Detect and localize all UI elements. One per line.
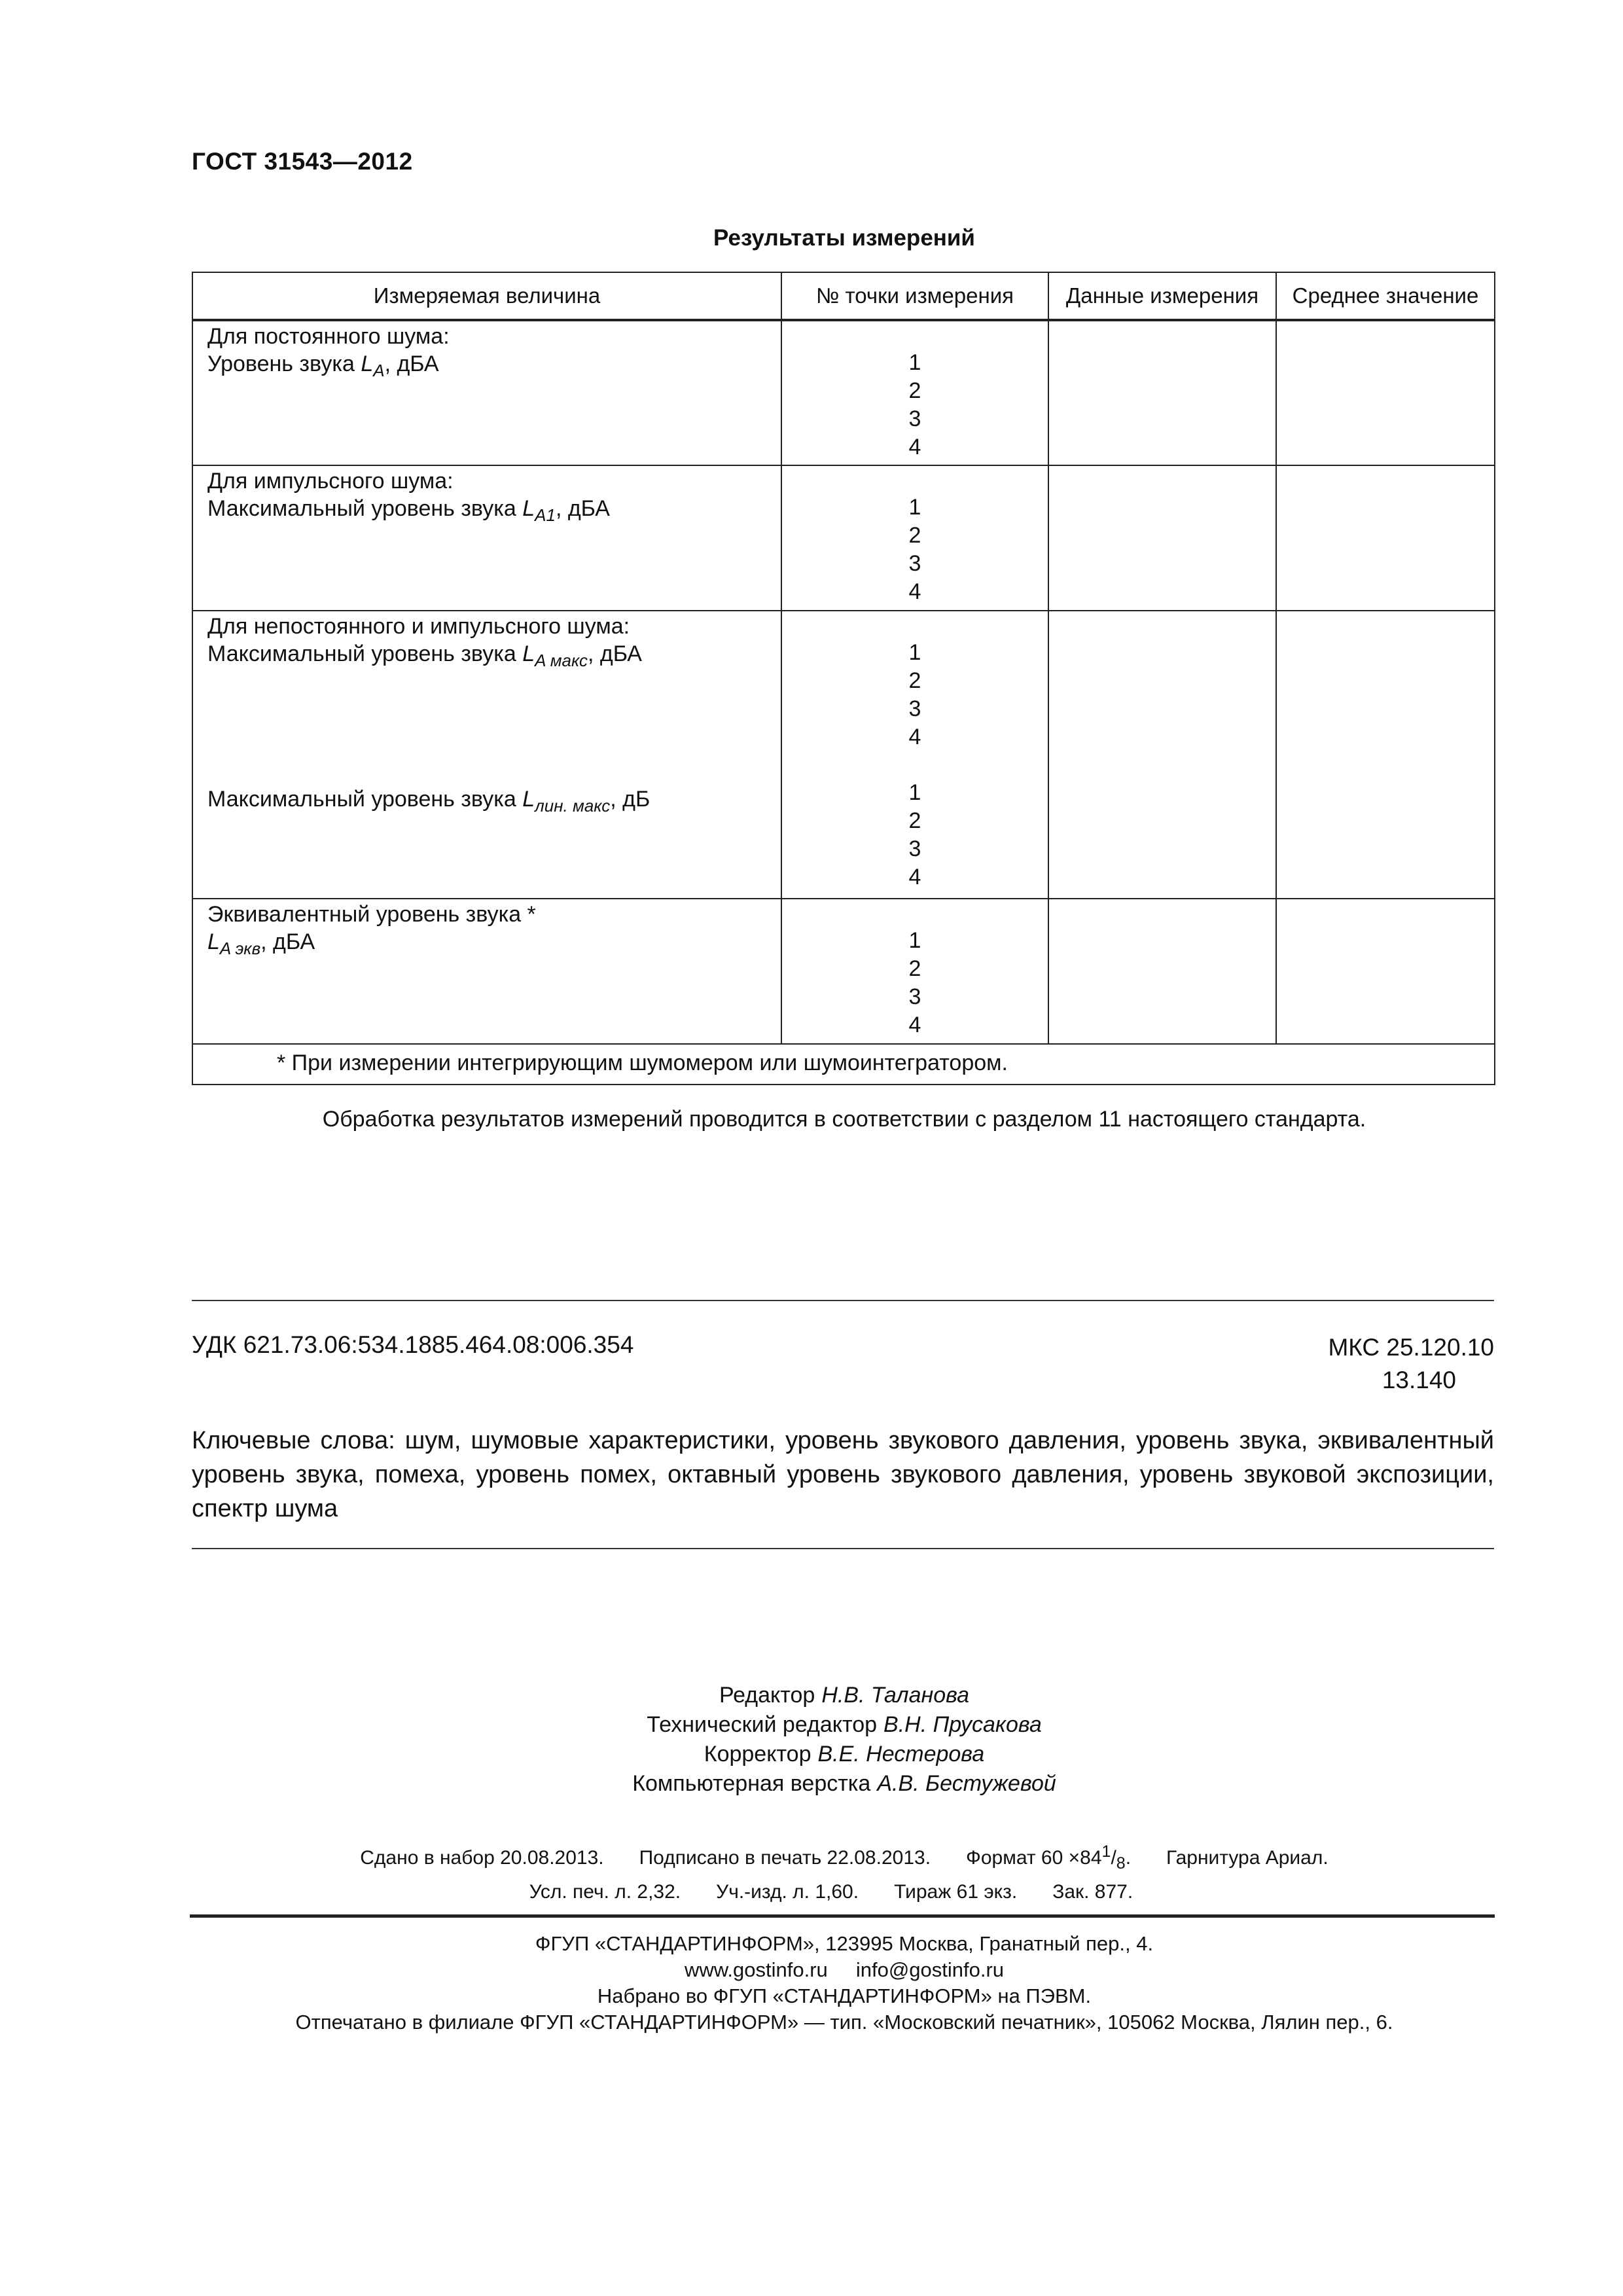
point-number: 1 — [908, 780, 921, 805]
table-title: Результаты измерений — [713, 225, 975, 251]
divider — [192, 1548, 1494, 1549]
point-number: 1 — [908, 495, 921, 520]
points-cell — [781, 611, 1048, 899]
mks-line: 13.140 — [1382, 1367, 1456, 1393]
udk-code: УДК 621.73.06:534.1885.464.08:006.354 — [192, 1331, 634, 1358]
point-number: 2 — [908, 523, 921, 548]
point-number: 1 — [908, 928, 921, 953]
publisher-line: Отпечатано в филиале ФГУП «СТАНДАРТИНФОРМ» — тип. «Московский печатник», 105062 Москва, Лялин пер., 6. — [295, 2011, 1393, 2034]
column-header-data: Данные измерения — [1048, 272, 1276, 320]
quantity-label: $L_{A экв}$, дБА — [207, 929, 315, 958]
quantity-label: Максимальный уровень звука $L_{A макс}$, дБА — [207, 641, 642, 670]
column-header-quantity: Измеряемая величина — [192, 272, 781, 320]
point-number: 1 — [908, 640, 921, 665]
quantity-label: Максимальный уровень звука $L_{A1}$, дБА — [207, 496, 610, 525]
point-number: 2 — [908, 956, 921, 981]
mks-line: МКС 25.120.10 — [1328, 1334, 1494, 1361]
point-number: 2 — [908, 668, 921, 693]
document-number: ГОСТ 31543—2012 — [192, 148, 413, 175]
quantity-label: Уровень звука $L_A$, дБА — [207, 351, 439, 380]
point-number: 4 — [908, 579, 921, 604]
group-caption: Для непостоянного и импульсного шума: — [207, 614, 630, 639]
point-number: 3 — [908, 551, 921, 576]
credit-line: Корректор В.Е. Нестерова — [704, 1742, 985, 1767]
processing-note: Обработка результатов измерений проводится в соответствии с разделом 11 настоящего стандарта. — [322, 1107, 1366, 1132]
print-info-line: Сдано в набор 20.08.2013. Подписано в печать 22.08.2013. Формат $60 \times 84^1/_8$. Гарнитура Ариал. — [360, 1842, 1329, 1873]
column-header-point: № точки измерения — [781, 272, 1048, 320]
mks-code — [1296, 1331, 1494, 1397]
average-cell — [1276, 320, 1495, 465]
results-table — [192, 272, 1495, 1085]
publisher-line: www.gostinfo.ru info@gostinfo.ru — [684, 1958, 1005, 1981]
point-number: 1 — [908, 350, 921, 375]
print-info — [0, 1838, 1623, 1906]
average-cell — [1276, 611, 1495, 899]
average-cell — [1276, 465, 1495, 611]
point-number: 3 — [908, 406, 921, 431]
group-caption: Для постоянного шума: — [207, 324, 450, 349]
group-caption: Для импульсного шума: — [207, 469, 454, 493]
quantity-cell — [192, 320, 781, 465]
footnote-row — [192, 1044, 1495, 1085]
column-header-average: Среднее значение — [1276, 272, 1495, 320]
point-number: 3 — [908, 696, 921, 721]
point-number: 4 — [908, 725, 921, 749]
group-caption: Эквивалентный уровень звука * — [207, 902, 536, 927]
points-cell — [781, 320, 1048, 465]
data-cell — [1048, 320, 1276, 465]
publisher-line: Набрано во ФГУП «СТАНДАРТИНФОРМ» на ПЭВМ. — [597, 1984, 1092, 2007]
point-number: 2 — [908, 378, 921, 403]
data-cell — [1048, 611, 1276, 899]
points-cell — [781, 899, 1048, 1044]
table-row — [192, 899, 1495, 1044]
table-row — [192, 320, 1495, 465]
points-cell — [781, 465, 1048, 611]
publisher-info — [0, 1931, 1623, 2036]
data-cell — [1048, 465, 1276, 611]
point-number: 2 — [908, 808, 921, 833]
credit-line: Технический редактор В.Н. Прусакова — [647, 1712, 1042, 1737]
quantity-cell — [192, 899, 781, 1044]
quantity-cell — [192, 611, 781, 899]
point-number: 4 — [908, 865, 921, 889]
point-number: 4 — [908, 1013, 921, 1037]
quantity-label: Максимальный уровень звука $L_{лин. макс}$, дБ — [207, 787, 651, 816]
credit-line: Компьютерная верстка А.В. Бестужевой — [632, 1771, 1056, 1796]
point-number: 3 — [908, 984, 921, 1009]
keywords: Ключевые слова: шум, шумовые характеристики, уровень звукового давления, уровень звука, эквивалентный уровень звука, помеха, уровень помех, октавный уровень звукового давления, уровень звуковой экспозиции, спектр шума — [192, 1427, 1494, 1522]
table-header-row — [192, 272, 1495, 320]
credits — [0, 1681, 1623, 1799]
average-cell — [1276, 899, 1495, 1044]
data-cell — [1048, 899, 1276, 1044]
quantity-cell — [192, 465, 781, 611]
table-row — [192, 611, 1495, 899]
divider — [190, 1914, 1495, 1918]
point-number: 3 — [908, 836, 921, 861]
publisher-line: ФГУП «СТАНДАРТИНФОРМ», 123995 Москва, Гранатный пер., 4. — [535, 1932, 1154, 1955]
print-info-line: Усл. печ. л. 2,32. Уч.-изд. л. 1,60. Тираж 61 экз. Зак. 877. — [529, 1881, 1133, 1903]
table-row — [192, 465, 1495, 611]
divider — [192, 1300, 1494, 1301]
credit-line: Редактор Н.В. Таланова — [719, 1683, 970, 1708]
point-number: 4 — [908, 435, 921, 459]
table-footnote: * При измерении интегрирующим шумомером или шумоинтегратором. — [192, 1044, 1495, 1085]
